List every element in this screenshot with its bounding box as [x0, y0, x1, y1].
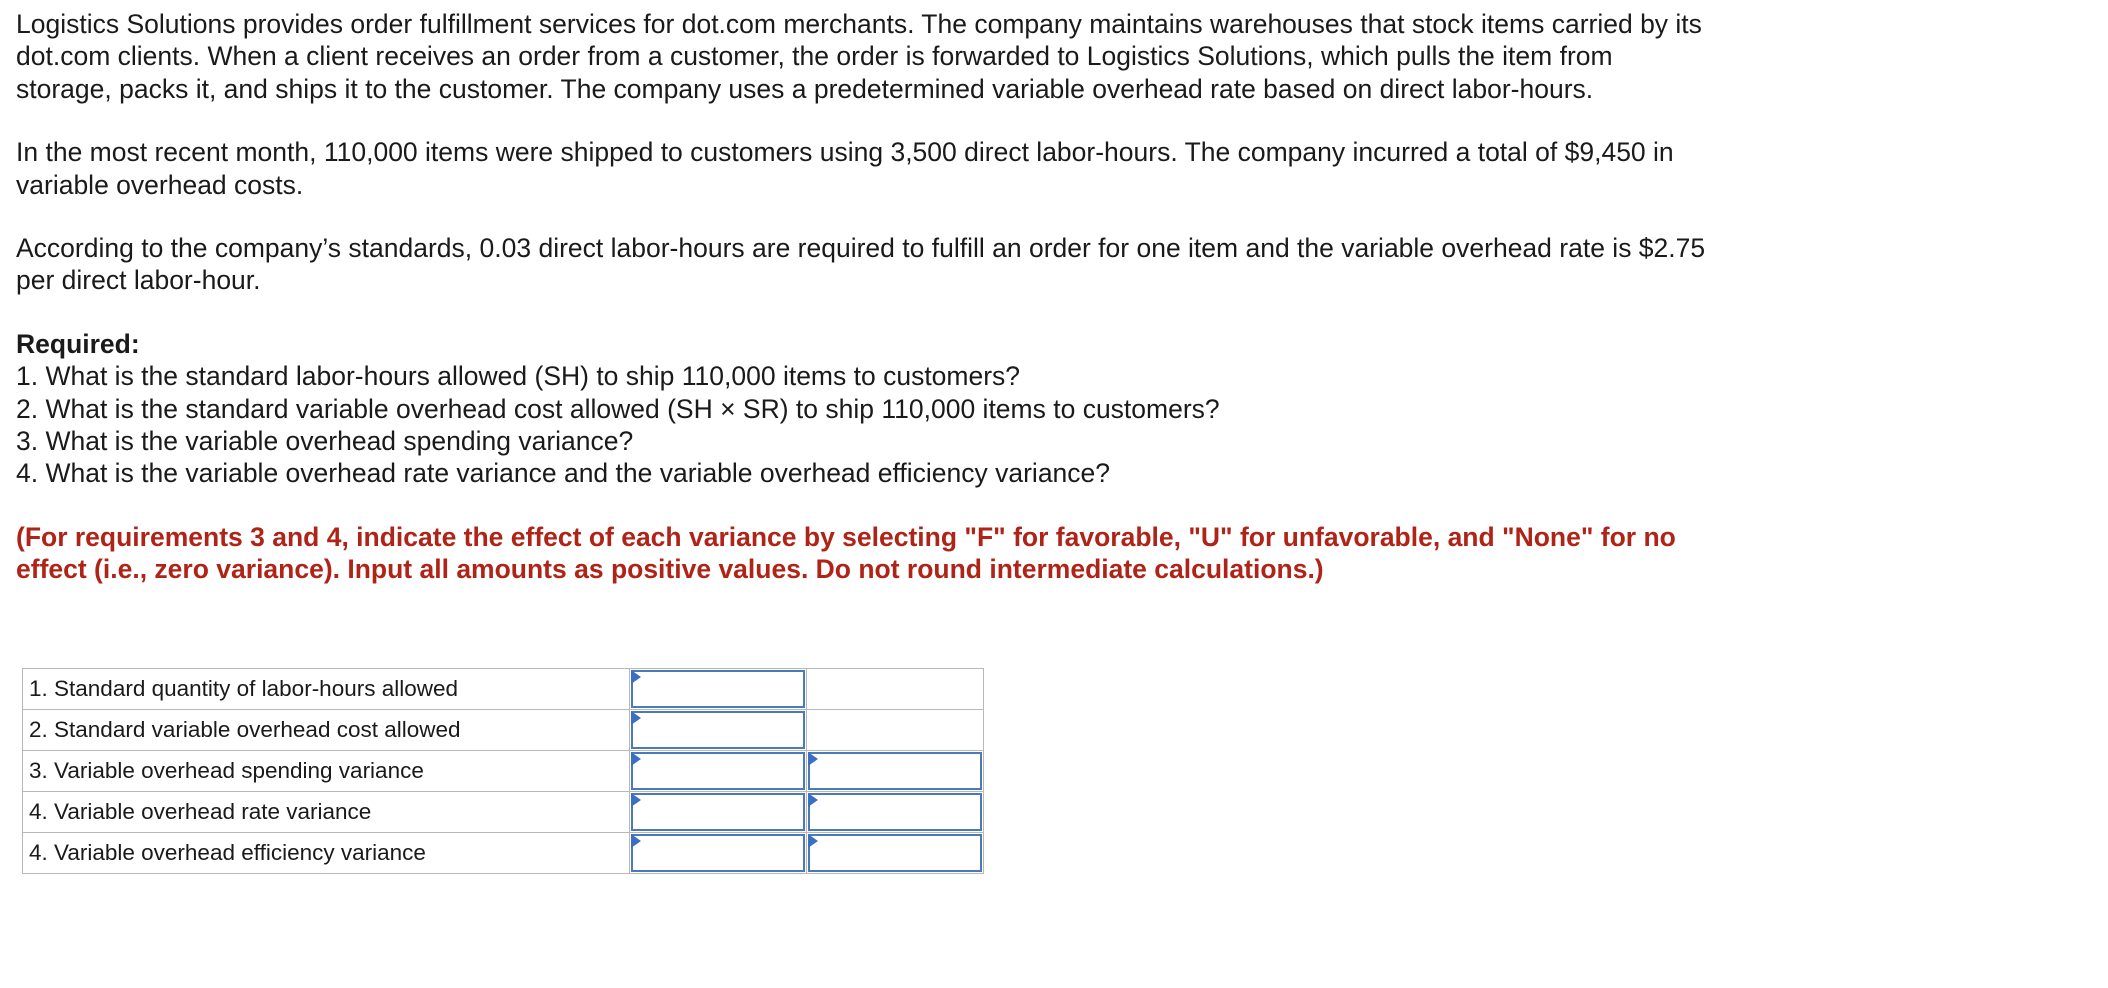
spending-variance-effect-select[interactable]: [810, 754, 980, 788]
amount-input-box[interactable]: [631, 793, 805, 831]
row-label: 4. Variable overhead efficiency variance: [23, 833, 630, 874]
effect-cell-empty: [807, 669, 984, 710]
input-marker-icon: [631, 670, 641, 684]
efficiency-variance-amount-input[interactable]: [633, 836, 803, 870]
requirement-4: 4. What is the variable overhead rate variance and the variable overhead efficiency variance?: [16, 458, 1111, 489]
effect-select-box[interactable]: [808, 752, 982, 790]
instruction-text: (For requirements 3 and 4, indicate the effect of each variance by selecting "F" for favorable, "U" for unfavorable, and "None" for no effect (i.e., zero variance). Input all amounts as positive values. Do not round intermediate calculations.): [16, 521, 1676, 585]
table-row: [23, 669, 984, 710]
table-row: [23, 751, 984, 792]
effect-cell: [807, 751, 984, 792]
problem-paragraph-2: In the most recent month, 110,000 items were shipped to customers using 3,500 direct labor-hours. The company incurred a total of $9,450 in variable overhead costs.: [16, 137, 1674, 200]
required-section: [16, 328, 1706, 490]
row-label: 1. Standard quantity of labor-hours allowed: [23, 669, 630, 710]
effect-cell-empty: [807, 710, 984, 751]
table-row: [23, 710, 984, 751]
rate-variance-effect-select[interactable]: [810, 795, 980, 829]
problem-paragraph-3: According to the company’s standards, 0.03 direct labor-hours are required to fulfill an order for one item and the variable overhead rate is $2.75 per direct labor-hour.: [16, 233, 1706, 296]
effect-cell: [807, 792, 984, 833]
amount-cell: [630, 792, 807, 833]
answer-table: [22, 668, 984, 874]
dropdown-marker-icon: [808, 752, 818, 766]
row-label: 2. Standard variable overhead cost allowed: [23, 710, 630, 751]
amount-cell: [630, 669, 807, 710]
requirement-2: 2. What is the standard variable overhead cost allowed (SH × SR) to ship 110,000 items to customers?: [16, 393, 1220, 424]
amount-input-box[interactable]: [631, 752, 805, 790]
required-title: Required:: [16, 328, 140, 359]
effect-select-box[interactable]: [808, 834, 982, 872]
effect-select-box[interactable]: [808, 793, 982, 831]
effect-cell: [807, 833, 984, 874]
row-label: 4. Variable overhead rate variance: [23, 792, 630, 833]
standard-labor-hours-input[interactable]: [633, 672, 803, 706]
row-label: 3. Variable overhead spending variance: [23, 751, 630, 792]
amount-input-box[interactable]: [631, 711, 805, 749]
requirement-3: 3. What is the variable overhead spending variance?: [16, 426, 634, 457]
efficiency-variance-effect-select[interactable]: [810, 836, 980, 870]
amount-cell: [630, 710, 807, 751]
spending-variance-amount-input[interactable]: [633, 754, 803, 788]
table-row: [23, 792, 984, 833]
amount-cell: [630, 751, 807, 792]
requirement-1: 1. What is the standard labor-hours allowed (SH) to ship 110,000 items to customers?: [16, 361, 1021, 392]
amount-input-box[interactable]: [631, 670, 805, 708]
input-marker-icon: [631, 834, 641, 848]
problem-paragraph-1: Logistics Solutions provides order fulfillment services for dot.com merchants. The company maintains warehouses that stock items carried by its dot.com clients. When a client receives an order from a customer, the order is forwarded to Logistics Solutions, which pulls the item from storage, packs it, and ships it to the customer. The company uses a predetermined variable overhead rate based on direct labor-hours.: [16, 9, 1702, 104]
input-marker-icon: [631, 793, 641, 807]
dropdown-marker-icon: [808, 793, 818, 807]
input-marker-icon: [631, 752, 641, 766]
amount-input-box[interactable]: [631, 834, 805, 872]
dropdown-marker-icon: [808, 834, 818, 848]
input-marker-icon: [631, 711, 641, 725]
amount-cell: [630, 833, 807, 874]
problem-content: [16, 8, 1706, 586]
rate-variance-amount-input[interactable]: [633, 795, 803, 829]
table-row: [23, 833, 984, 874]
standard-overhead-cost-input[interactable]: [633, 713, 803, 747]
